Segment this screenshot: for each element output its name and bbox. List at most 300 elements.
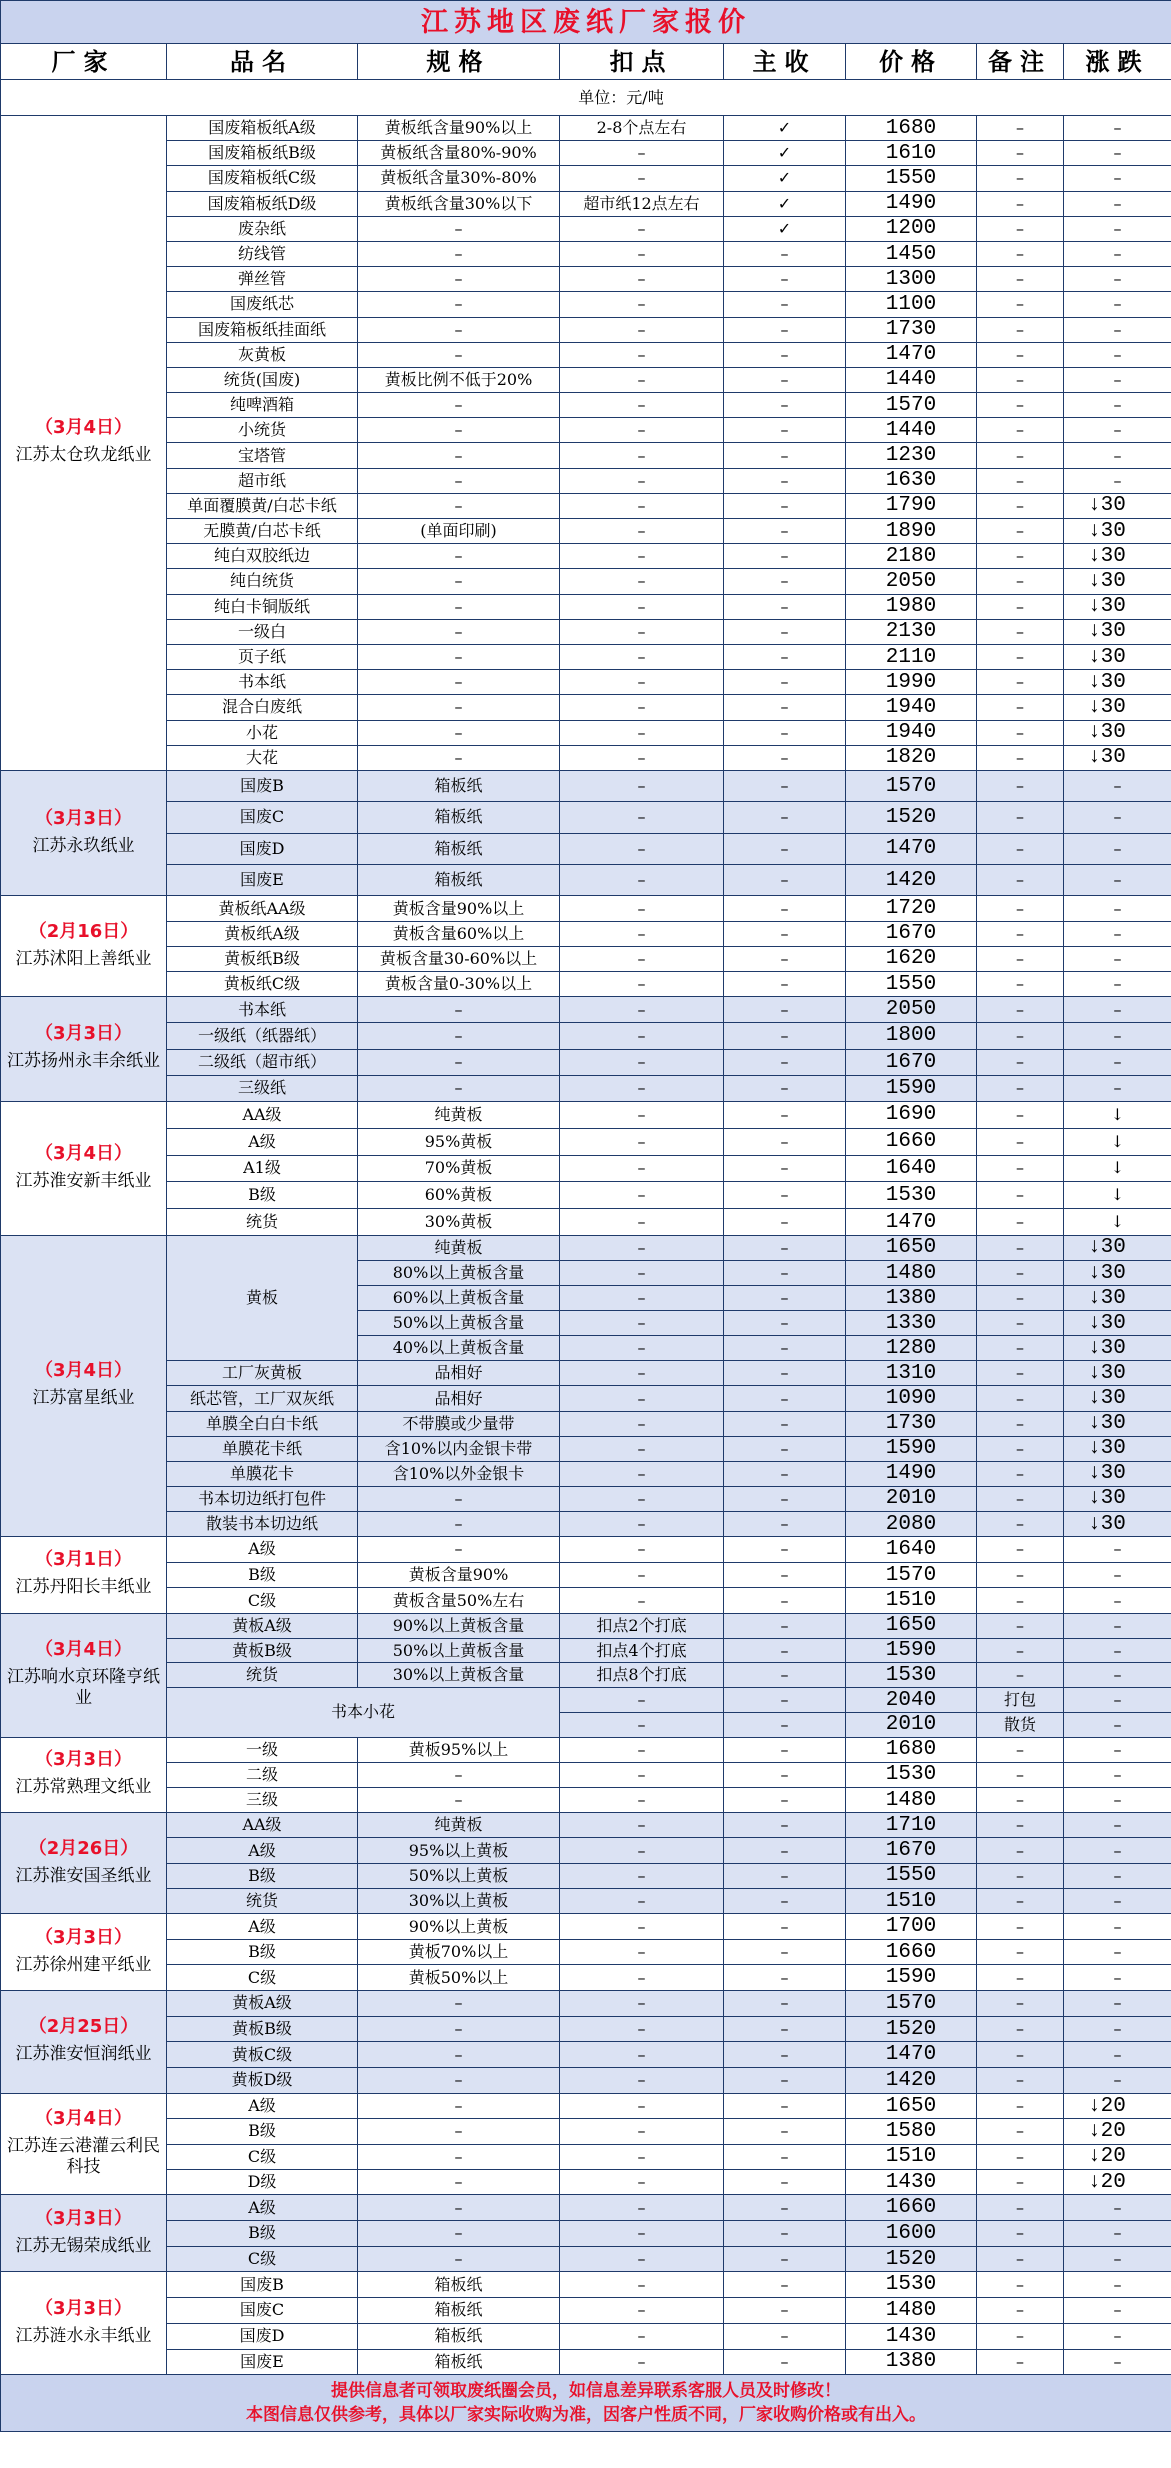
deduct-cell: – (560, 1361, 724, 1386)
note-cell: – (977, 1737, 1064, 1762)
table-row (1, 2323, 1171, 2349)
change-cell: – (1064, 292, 1171, 317)
main-cell: – (724, 544, 846, 569)
spec-cell: 箱板纸 (358, 802, 560, 833)
product-cell: 统货 (167, 1889, 358, 1914)
note-cell: – (977, 1863, 1064, 1888)
change-cell: – (1064, 972, 1171, 997)
price-cell: 1570 (846, 393, 977, 418)
table-row (1, 519, 1171, 544)
table-row (1, 1361, 1171, 1386)
table-row (1, 921, 1171, 946)
change-cell: ↓30 (1064, 1311, 1171, 1336)
unit-cell (1, 80, 1171, 116)
change-cell: ↓30 (1064, 519, 1171, 544)
deduct-cell: – (560, 1562, 724, 1588)
product-cell: 废杂纸 (167, 216, 358, 241)
price-cell: 1790 (846, 493, 977, 518)
spec-cell: – (358, 1991, 560, 2017)
product-cell: 单膜花卡 (167, 1461, 358, 1486)
spec-cell: – (358, 1486, 560, 1511)
product-cell: 纺线管 (167, 241, 358, 266)
price-cell: 1530 (846, 2272, 977, 2298)
note-cell: – (977, 1965, 1064, 1991)
manufacturer-name: 江苏富星纸业 (32, 1388, 135, 1409)
change-cell: ↓30 (1064, 1386, 1171, 1411)
table-row (1, 342, 1171, 367)
change-cell: – (1064, 1914, 1171, 1940)
main-cell: – (724, 896, 846, 921)
main-cell: ✓ (724, 191, 846, 216)
product-cell: 黄板纸AA级 (167, 896, 358, 921)
price-cell: 1380 (846, 2349, 977, 2375)
deduct-cell: – (560, 1787, 724, 1812)
manufacturer-cell (1, 2093, 167, 2195)
table-row (1, 443, 1171, 468)
manufacturer-date: （2月16日） (28, 920, 139, 942)
spec-cell: 箱板纸 (358, 833, 560, 864)
price-cell: 1730 (846, 317, 977, 342)
main-cell: – (724, 292, 846, 317)
product-cell: 统货 (167, 1209, 358, 1236)
change-cell: ↓20 (1064, 2144, 1171, 2169)
manufacturer-cell (1, 997, 167, 1102)
price-cell: 1520 (846, 2246, 977, 2272)
table-row (1, 1075, 1171, 1101)
price-cell: 1440 (846, 418, 977, 443)
table-row (1, 720, 1171, 745)
product-cell: 黄板B级 (167, 2016, 358, 2042)
main-cell: – (724, 1712, 846, 1737)
change-cell: – (1064, 191, 1171, 216)
change-cell: ↓30 (1064, 1411, 1171, 1436)
change-cell: – (1064, 2349, 1171, 2375)
price-cell: 1490 (846, 1461, 977, 1486)
main-cell: – (724, 1787, 846, 1812)
main-cell: – (724, 1155, 846, 1182)
main-cell: – (724, 1182, 846, 1209)
manufacturer-name: 江苏太仓玖龙纸业 (15, 445, 152, 466)
manufacturer-cell (1, 116, 167, 771)
deduct-cell: – (560, 1411, 724, 1436)
main-cell: – (724, 594, 846, 619)
main-cell: – (724, 770, 846, 801)
note-cell: – (977, 2272, 1064, 2298)
change-cell: ↓30 (1064, 569, 1171, 594)
deduct-cell: – (560, 141, 724, 166)
price-cell: 1660 (846, 1939, 977, 1965)
note-cell: – (977, 367, 1064, 392)
manufacturer-cell (1, 1737, 167, 1813)
table-row (1, 393, 1171, 418)
deduct-cell: – (560, 619, 724, 644)
main-cell: – (724, 972, 846, 997)
note-cell: – (977, 2298, 1064, 2324)
product-cell: AA级 (167, 1813, 358, 1838)
change-cell: ↓30 (1064, 619, 1171, 644)
spec-cell: – (358, 695, 560, 720)
table-row (1, 2195, 1171, 2221)
product-cell: B级 (167, 1182, 358, 1209)
price-cell: 1470 (846, 2042, 977, 2068)
price-cell: 1660 (846, 1128, 977, 1155)
price-cell: 1940 (846, 695, 977, 720)
spec-cell: – (358, 1049, 560, 1075)
manufacturer-date: （3月3日） (34, 1926, 133, 1948)
price-cell: 2110 (846, 644, 977, 669)
deduct-cell: – (560, 695, 724, 720)
deduct-cell: – (560, 1023, 724, 1049)
price-cell: 2130 (846, 619, 977, 644)
note-cell: – (977, 802, 1064, 833)
deduct-cell: – (560, 1537, 724, 1563)
spec-cell: – (358, 342, 560, 367)
note-cell: – (977, 997, 1064, 1023)
deduct-cell: – (560, 833, 724, 864)
spec-cell: 黄板70%以上 (358, 1939, 560, 1965)
deduct-cell: – (560, 2144, 724, 2169)
price-cell: 1690 (846, 1101, 977, 1128)
main-cell: – (724, 418, 846, 443)
change-cell: – (1064, 833, 1171, 864)
note-cell: – (977, 1889, 1064, 1914)
product-cell: 国废箱板纸D级 (167, 191, 358, 216)
table-row (1, 644, 1171, 669)
deduct-cell: – (560, 997, 724, 1023)
product-cell: 国废箱板纸C级 (167, 166, 358, 191)
spec-cell: – (358, 1537, 560, 1563)
product-cell: C级 (167, 2144, 358, 2169)
product-cell: 国废D (167, 833, 358, 864)
table-row (1, 241, 1171, 266)
manufacturer-name: 江苏徐州建平纸业 (15, 1954, 152, 1975)
table-row (1, 141, 1171, 166)
manufacturer-name: 江苏永玖纸业 (32, 835, 135, 856)
manufacturer-date: （3月3日） (34, 807, 133, 829)
table-row (1, 1914, 1171, 1940)
spec-cell: – (358, 317, 560, 342)
deduct-cell: – (560, 267, 724, 292)
change-cell: ↓30 (1064, 594, 1171, 619)
product-cell: 混合白废纸 (167, 695, 358, 720)
note-cell: – (977, 191, 1064, 216)
deduct-cell: – (560, 770, 724, 801)
change-cell: – (1064, 865, 1171, 896)
deduct-cell: – (560, 544, 724, 569)
main-cell: – (724, 1914, 846, 1940)
note-cell: – (977, 670, 1064, 695)
change-cell: – (1064, 1737, 1171, 1762)
deduct-cell: – (560, 921, 724, 946)
spec-cell: 黄板纸含量80%-90% (358, 141, 560, 166)
main-cell: ✓ (724, 141, 846, 166)
deduct-cell: – (560, 972, 724, 997)
note-cell: – (977, 1638, 1064, 1663)
note-cell: – (977, 1562, 1064, 1588)
table-row (1, 1588, 1171, 1614)
change-cell: – (1064, 2042, 1171, 2068)
table-row (1, 972, 1171, 997)
price-cell: 1530 (846, 1182, 977, 1209)
note-cell: – (977, 1049, 1064, 1075)
change-cell: ↓30 (1064, 695, 1171, 720)
note-cell: – (977, 2144, 1064, 2169)
spec-cell: – (358, 241, 560, 266)
spec-cell: – (358, 292, 560, 317)
table-row (1, 2272, 1171, 2298)
change-cell: ↓ (1064, 1128, 1171, 1155)
table-row (1, 468, 1171, 493)
spec-cell: – (358, 670, 560, 695)
product-cell: 国废B (167, 770, 358, 801)
deduct-cell: – (560, 2323, 724, 2349)
change-cell: – (1064, 443, 1171, 468)
change-cell: – (1064, 116, 1171, 141)
spec-cell: 纯黄板 (358, 1101, 560, 1128)
table-row (1, 833, 1171, 864)
note-cell: – (977, 2016, 1064, 2042)
spec-cell: – (358, 1511, 560, 1536)
change-cell: ↓30 (1064, 1336, 1171, 1361)
deduct-cell: – (560, 1813, 724, 1838)
deduct-cell: – (560, 1209, 724, 1236)
deduct-cell: – (560, 1182, 724, 1209)
note-cell: – (977, 1588, 1064, 1614)
table-row (1, 292, 1171, 317)
table-row (1, 1838, 1171, 1863)
deduct-cell: – (560, 1991, 724, 2017)
header-change: 涨跌 (1064, 44, 1171, 80)
deduct-cell: – (560, 418, 724, 443)
main-cell: – (724, 493, 846, 518)
deduct-cell: – (560, 1486, 724, 1511)
note-cell: – (977, 1813, 1064, 1838)
main-cell: – (724, 1562, 846, 1588)
manufacturer-cell (1, 896, 167, 997)
change-cell: – (1064, 367, 1171, 392)
main-cell: – (724, 519, 846, 544)
deduct-cell: – (560, 569, 724, 594)
table-row (1, 1762, 1171, 1787)
change-cell: – (1064, 1614, 1171, 1639)
spec-cell: – (358, 2246, 560, 2272)
main-cell: – (724, 1311, 846, 1336)
product-cell: 国废D (167, 2323, 358, 2349)
price-cell: 1570 (846, 1562, 977, 1588)
change-cell: – (1064, 1588, 1171, 1614)
note-cell: – (977, 1155, 1064, 1182)
change-cell: – (1064, 1663, 1171, 1688)
price-cell: 1440 (846, 367, 977, 392)
price-cell: 1590 (846, 1075, 977, 1101)
spec-cell: – (358, 2093, 560, 2118)
spec-cell: – (358, 1762, 560, 1787)
table-row (1, 1688, 1171, 1713)
spec-cell: 黄板纸含量90%以上 (358, 116, 560, 141)
change-cell: – (1064, 216, 1171, 241)
spec-cell: (单面印刷) (358, 519, 560, 544)
table-row (1, 216, 1171, 241)
manufacturer-date: （3月4日） (34, 2107, 133, 2129)
deduct-cell: 2-8个点左右 (560, 116, 724, 141)
price-cell: 1530 (846, 1762, 977, 1787)
price-cell: 1600 (846, 2221, 977, 2247)
header-manufacturer: 厂家 (1, 44, 167, 80)
manufacturer-cell (1, 2272, 167, 2375)
product-cell: 纯白卡铜版纸 (167, 594, 358, 619)
table-row (1, 2016, 1171, 2042)
price-cell: 1670 (846, 1838, 977, 1863)
manufacturer-name: 江苏响水京环隆亨纸业 (7, 1667, 160, 1709)
product-cell: 黄板D级 (167, 2068, 358, 2094)
deduct-cell: – (560, 241, 724, 266)
table-row (1, 1889, 1171, 1914)
change-cell: – (1064, 1863, 1171, 1888)
table-row (1, 997, 1171, 1023)
price-cell: 1680 (846, 116, 977, 141)
spec-cell: – (358, 2016, 560, 2042)
deduct-cell: – (560, 1965, 724, 1991)
main-cell: – (724, 1486, 846, 1511)
deduct-cell: – (560, 1155, 724, 1182)
deduct-cell: – (560, 1712, 724, 1737)
product-cell: AA级 (167, 1101, 358, 1128)
table-row (1, 1101, 1171, 1128)
deduct-cell: – (560, 1436, 724, 1461)
deduct-cell: – (560, 802, 724, 833)
spec-cell: 50%以上黄板含量 (358, 1311, 560, 1336)
footer-note: 本图信息仅供参考，具体以厂家实际收购为准，因客户性质不同，厂家收购价格或有出入。 (246, 2405, 926, 2426)
deduct-cell: – (560, 1688, 724, 1713)
spec-cell: 品相好 (358, 1361, 560, 1386)
manufacturer-date: （2月26日） (28, 1837, 139, 1859)
change-cell: – (1064, 1889, 1171, 1914)
product-cell: 黄板A级 (167, 1991, 358, 2017)
table-row (1, 116, 1171, 141)
deduct-cell: – (560, 166, 724, 191)
deduct-cell: – (560, 594, 724, 619)
note-cell: 散货 (977, 1712, 1064, 1737)
table-row (1, 1863, 1171, 1888)
product-cell: A1级 (167, 1155, 358, 1182)
change-cell: – (1064, 342, 1171, 367)
header-main: 主收 (724, 44, 846, 80)
product-cell: B级 (167, 1562, 358, 1588)
table-row (1, 1023, 1171, 1049)
manufacturer-name: 江苏涟水永丰纸业 (15, 2325, 152, 2346)
product-cell: 一级 (167, 1737, 358, 1762)
change-cell: ↓30 (1064, 1511, 1171, 1536)
main-cell: – (724, 1537, 846, 1563)
note-cell: – (977, 1361, 1064, 1386)
change-cell: ↓30 (1064, 544, 1171, 569)
deduct-cell: – (560, 1101, 724, 1128)
main-cell: – (724, 1588, 846, 1614)
product-cell: 三级纸 (167, 1075, 358, 1101)
table-row (1, 1411, 1171, 1436)
deduct-cell: – (560, 1235, 724, 1260)
note-cell: – (977, 443, 1064, 468)
spec-cell: – (358, 544, 560, 569)
deduct-cell: – (560, 2170, 724, 2195)
main-cell: – (724, 1737, 846, 1762)
note-cell: – (977, 2170, 1064, 2195)
change-cell: – (1064, 418, 1171, 443)
main-cell: – (724, 946, 846, 971)
price-cell: 1430 (846, 2323, 977, 2349)
deduct-cell: – (560, 1128, 724, 1155)
main-cell: – (724, 393, 846, 418)
spec-cell: 箱板纸 (358, 2349, 560, 2375)
note-cell: – (977, 1762, 1064, 1787)
main-cell: – (724, 2195, 846, 2221)
note-cell: – (977, 1436, 1064, 1461)
main-cell: – (724, 802, 846, 833)
spec-cell: – (358, 216, 560, 241)
table-row (1, 670, 1171, 695)
price-cell: 1650 (846, 2093, 977, 2118)
product-cell: 书本纸 (167, 670, 358, 695)
note-cell: – (977, 1182, 1064, 1209)
change-cell: – (1064, 2323, 1171, 2349)
manufacturer-date: （3月4日） (34, 417, 133, 439)
manufacturer-name: 江苏丹阳长丰纸业 (15, 1577, 152, 1598)
footer-row (1, 2375, 1171, 2432)
product-cell: 黄板纸A级 (167, 921, 358, 946)
main-cell: – (724, 720, 846, 745)
header-note: 备注 (977, 44, 1064, 80)
change-cell: – (1064, 1712, 1171, 1737)
deduct-cell: – (560, 1461, 724, 1486)
product-cell: A级 (167, 1128, 358, 1155)
note-cell: – (977, 619, 1064, 644)
deduct-cell: – (560, 720, 724, 745)
product-cell: 黄板 (167, 1235, 358, 1360)
product-cell: 页子纸 (167, 644, 358, 669)
product-cell: 书本纸 (167, 997, 358, 1023)
manufacturer-date: （3月4日） (34, 1639, 133, 1661)
main-cell: – (724, 342, 846, 367)
note-cell: – (977, 116, 1064, 141)
spec-cell: 箱板纸 (358, 865, 560, 896)
main-cell: – (724, 1663, 846, 1688)
product-cell: C级 (167, 1588, 358, 1614)
price-cell: 1200 (846, 216, 977, 241)
main-cell: – (724, 1965, 846, 1991)
product-cell: 散装书本切边纸 (167, 1511, 358, 1536)
change-cell: ↓ (1064, 1101, 1171, 1128)
deduct-cell: – (560, 2298, 724, 2324)
change-cell: ↓30 (1064, 644, 1171, 669)
spec-cell: 80%以上黄板含量 (358, 1261, 560, 1286)
main-cell: – (724, 695, 846, 720)
note-cell: – (977, 2042, 1064, 2068)
product-cell: 国废箱板纸挂面纸 (167, 317, 358, 342)
table-row (1, 569, 1171, 594)
note-cell: – (977, 2323, 1064, 2349)
spec-cell: 黄板比例不低于20% (358, 367, 560, 392)
change-cell: – (1064, 1049, 1171, 1075)
table-row (1, 2349, 1171, 2375)
change-cell: ↓30 (1064, 720, 1171, 745)
deduct-cell: – (560, 2068, 724, 2094)
unit-label: 单位：元/吨 (578, 87, 664, 107)
note-cell: – (977, 896, 1064, 921)
manufacturer-date: （3月3日） (34, 1749, 133, 1771)
manufacturer-cell (1, 2195, 167, 2272)
header-deduct: 扣点 (560, 44, 724, 80)
main-cell: – (724, 1614, 846, 1639)
